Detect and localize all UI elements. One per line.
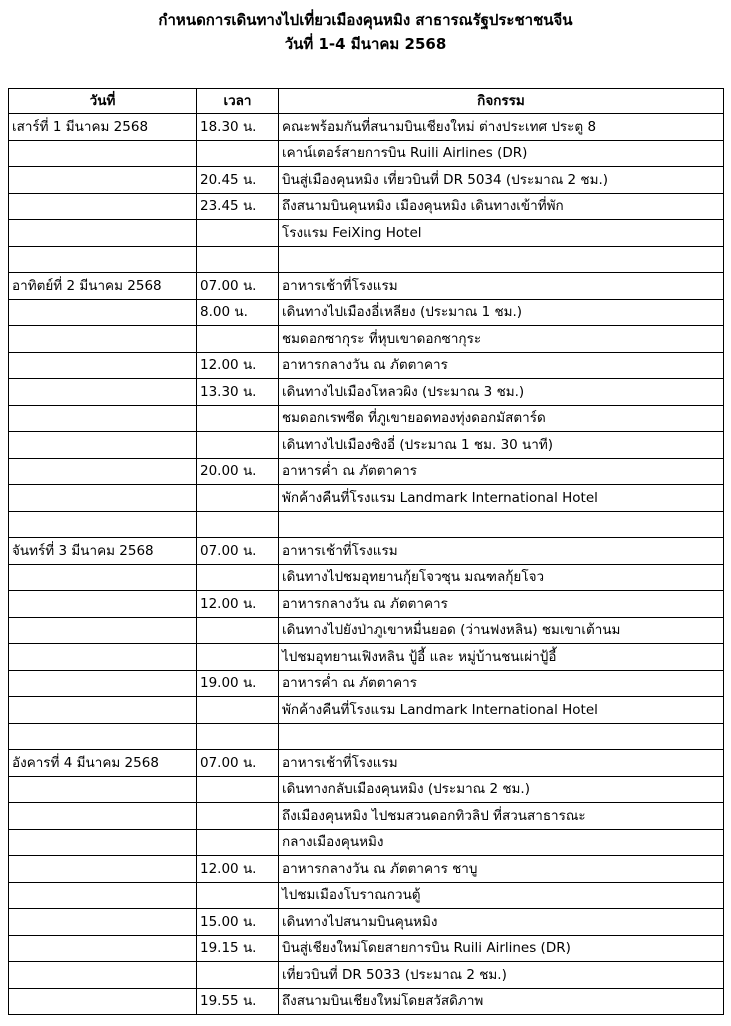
table-row (9, 167, 724, 194)
time-cell (197, 326, 279, 353)
activity-cell (279, 246, 724, 273)
time-cell: 07.00 น. (197, 750, 279, 777)
day-cell (9, 591, 197, 618)
activity-cell: เดินทางไปสนามบินคุนหมิง (279, 909, 724, 936)
time-cell (197, 882, 279, 909)
activity-cell: ชมดอกซากุระ ที่หุบเขาดอกซากุระ (279, 326, 724, 353)
day-cell (9, 697, 197, 724)
time-cell: 12.00 น. (197, 591, 279, 618)
time-cell: 13.30 น. (197, 379, 279, 406)
time-cell (197, 485, 279, 512)
table-row (9, 379, 724, 406)
time-cell (197, 962, 279, 989)
table-row (9, 988, 724, 1015)
time-cell: 19.00 น. (197, 670, 279, 697)
day-cell (9, 220, 197, 247)
activity-cell: ชมดอกเรพซีด ที่ภูเขายอดทองทุ่งดอกมัสตาร์ด (279, 405, 724, 432)
activity-cell: เคาน์เตอร์สายการบิน Ruili Airlines (DR) (279, 140, 724, 167)
day-cell: จันทร์ที่ 3 มีนาคม 2568 (9, 538, 197, 565)
time-cell (197, 697, 279, 724)
time-cell (197, 140, 279, 167)
table-row (9, 140, 724, 167)
activity-cell: อาหารค่ำ ณ ภัตตาคาร (279, 458, 724, 485)
table-row (9, 458, 724, 485)
table-row (9, 193, 724, 220)
table-row (9, 220, 724, 247)
activity-cell: ถึงสนามบินเชียงใหม่โดยสวัสดิภาพ (279, 988, 724, 1015)
activity-cell: ถึงสนามบินคุนหมิง เมืองคุนหมิง เดินทางเข้าที่พัก (279, 193, 724, 220)
day-cell (9, 776, 197, 803)
activity-cell: เดินทางไปเมืองอี่เหลียง (ประมาณ 1 ชม.) (279, 299, 724, 326)
time-cell: 19.55 น. (197, 988, 279, 1015)
activity-cell: อาหารกลางวัน ณ ภัตตาคาร (279, 352, 724, 379)
activity-cell (279, 723, 724, 750)
time-cell: 15.00 น. (197, 909, 279, 936)
time-cell (197, 829, 279, 856)
document-title: กำหนดการเดินทางไปเที่ยวเมืองคุนหมิง สาธารณรัฐประชาชนจีน (158, 11, 573, 29)
header-time: เวลา (197, 89, 279, 114)
day-cell (9, 670, 197, 697)
time-cell (197, 803, 279, 830)
day-cell (9, 193, 197, 220)
table-row (9, 644, 724, 671)
activity-cell: เดินทางกลับเมืองคุนหมิง (ประมาณ 2 ชม.) (279, 776, 724, 803)
table-row (9, 829, 724, 856)
activity-cell: เดินทางไปชมอุทยานกุ้ยโจวซุน มณฑลกุ้ยโจว (279, 564, 724, 591)
time-cell (197, 776, 279, 803)
activity-cell: เดินทางไปเมืองซิงอี่ (ประมาณ 1 ชม. 30 นาที) (279, 432, 724, 459)
table-row (9, 670, 724, 697)
day-cell (9, 352, 197, 379)
table-row (9, 405, 724, 432)
activity-cell: ไปชมเมืองโบราณกวนตู้ (279, 882, 724, 909)
activity-cell: พักค้างคืนที่โรงแรม Landmark International Hotel (279, 697, 724, 724)
time-cell: 20.00 น. (197, 458, 279, 485)
time-cell (197, 723, 279, 750)
table-row (9, 273, 724, 300)
day-cell: อาทิตย์ที่ 2 มีนาคม 2568 (9, 273, 197, 300)
day-cell (9, 511, 197, 538)
activity-cell: เดินทางไปเมืองโหลวผิง (ประมาณ 3 ชม.) (279, 379, 724, 406)
day-cell (9, 458, 197, 485)
day-cell (9, 167, 197, 194)
time-cell: 07.00 น. (197, 273, 279, 300)
activity-cell (279, 511, 724, 538)
time-cell: 12.00 น. (197, 352, 279, 379)
table-row (9, 856, 724, 883)
table-row (9, 803, 724, 830)
table-row (9, 326, 724, 353)
table-row (9, 723, 724, 750)
time-cell (197, 220, 279, 247)
activity-cell: บินสู่เมืองคุนหมิง เที่ยวบินที่ DR 5034 (ประมาณ 2 ชม.) (279, 167, 724, 194)
header-activity: กิจกรรม (279, 89, 724, 114)
table-row (9, 882, 724, 909)
day-cell (9, 909, 197, 936)
time-cell (197, 617, 279, 644)
activity-cell: อาหารเช้าที่โรงแรม (279, 538, 724, 565)
day-cell (9, 485, 197, 512)
time-cell (197, 564, 279, 591)
day-cell (9, 935, 197, 962)
table-row (9, 299, 724, 326)
time-cell: 19.15 น. (197, 935, 279, 962)
table-row (9, 750, 724, 777)
table-row (9, 511, 724, 538)
time-cell: 23.45 น. (197, 193, 279, 220)
activity-cell: อาหารกลางวัน ณ ภัตตาคาร ชาบู (279, 856, 724, 883)
day-cell (9, 856, 197, 883)
day-cell (9, 723, 197, 750)
table-row (9, 591, 724, 618)
header-row (9, 89, 724, 114)
day-cell (9, 405, 197, 432)
day-cell (9, 326, 197, 353)
time-cell (197, 246, 279, 273)
day-cell (9, 803, 197, 830)
activity-cell: อาหารเช้าที่โรงแรม (279, 750, 724, 777)
table-row (9, 564, 724, 591)
header-day: วันที่ (9, 89, 197, 114)
activity-cell: อาหารเช้าที่โรงแรม (279, 273, 724, 300)
day-cell (9, 882, 197, 909)
day-cell (9, 564, 197, 591)
activity-cell: คณะพร้อมกันที่สนามบินเชียงใหม่ ต่างประเทศ ประตู 8 (279, 114, 724, 141)
day-cell (9, 299, 197, 326)
time-cell (197, 511, 279, 538)
day-cell (9, 962, 197, 989)
day-cell (9, 644, 197, 671)
day-cell: เสาร์ที่ 1 มีนาคม 2568 (9, 114, 197, 141)
day-cell (9, 988, 197, 1015)
table-row (9, 538, 724, 565)
activity-cell: โรงแรม FeiXing Hotel (279, 220, 724, 247)
activity-cell: กลางเมืองคุนหมิง (279, 829, 724, 856)
table-row (9, 352, 724, 379)
table-row (9, 935, 724, 962)
table-row (9, 485, 724, 512)
table-row (9, 697, 724, 724)
day-cell (9, 432, 197, 459)
itinerary-table (8, 88, 724, 1015)
time-cell: 20.45 น. (197, 167, 279, 194)
activity-cell: เที่ยวบินที่ DR 5033 (ประมาณ 2 ชม.) (279, 962, 724, 989)
document-header (0, 8, 731, 56)
itinerary-body (9, 114, 724, 1015)
activity-cell: ถึงเมืองคุนหมิง ไปชมสวนดอกทิวลิป ที่สวนสาธารณะ (279, 803, 724, 830)
document-date-range: วันที่ 1-4 มีนาคม 2568 (284, 35, 447, 53)
time-cell: 12.00 น. (197, 856, 279, 883)
day-cell (9, 617, 197, 644)
activity-cell: บินสู่เชียงใหม่โดยสายการบิน Ruili Airlines (DR) (279, 935, 724, 962)
activity-cell: อาหารกลางวัน ณ ภัตตาคาร (279, 591, 724, 618)
day-cell (9, 379, 197, 406)
day-cell: อังคารที่ 4 มีนาคม 2568 (9, 750, 197, 777)
table-row (9, 114, 724, 141)
activity-cell: เดินทางไปยังป่าภูเขาหมื่นยอด (ว่านฟงหลิน) ชมเขาเต้านม (279, 617, 724, 644)
table-row (9, 962, 724, 989)
time-cell (197, 644, 279, 671)
day-cell (9, 140, 197, 167)
table-row (9, 776, 724, 803)
activity-cell: พักค้างคืนที่โรงแรม Landmark International Hotel (279, 485, 724, 512)
time-cell: 18.30 น. (197, 114, 279, 141)
time-cell (197, 432, 279, 459)
day-cell (9, 246, 197, 273)
table-row (9, 246, 724, 273)
time-cell (197, 405, 279, 432)
activity-cell: อาหารค่ำ ณ ภัตตาคาร (279, 670, 724, 697)
day-cell (9, 829, 197, 856)
table-row (9, 617, 724, 644)
time-cell: 8.00 น. (197, 299, 279, 326)
table-row (9, 432, 724, 459)
activity-cell: ไปชมอุทยานเฟิงหลิน ปู้อี้ และ หมู่บ้านชนเผ่าปู้อี้ (279, 644, 724, 671)
table-row (9, 909, 724, 936)
time-cell: 07.00 น. (197, 538, 279, 565)
